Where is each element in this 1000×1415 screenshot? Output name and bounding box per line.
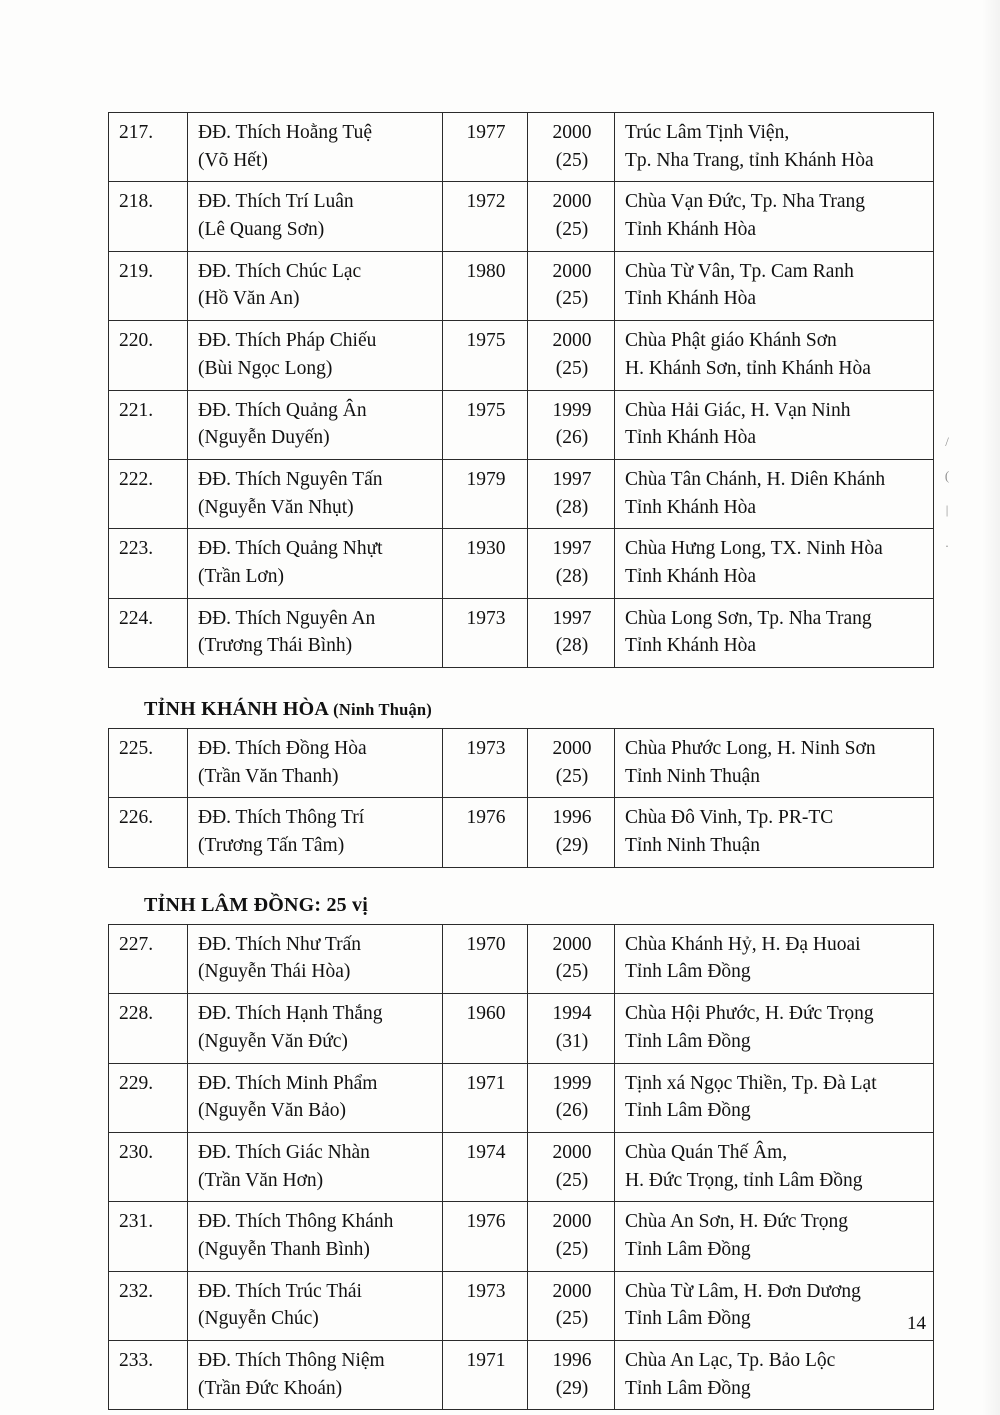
margin-annotation-marks <box>932 425 962 560</box>
monk-secular-name: (Nguyễn Văn Đức) <box>198 1030 348 1052</box>
monk-table-ninh-thuan <box>108 728 934 868</box>
ordination-age: (29) <box>555 1377 589 1399</box>
address-line-1: Trúc Lâm Tịnh Viện, <box>625 122 790 143</box>
section-heading-subtext: (Ninh Thuận) <box>333 700 432 719</box>
monk-dharma-name: ĐĐ. Thích Đồng Hòa <box>198 738 367 759</box>
monk-dharma-name: ĐĐ. Thích Thông Niệm <box>198 1350 385 1371</box>
table-row <box>109 798 934 867</box>
cell-address <box>615 994 934 1063</box>
row-number: 228. <box>119 1003 154 1025</box>
birth-year: 1960 <box>466 1003 506 1025</box>
ordination-age: (29) <box>555 835 589 857</box>
monk-dharma-name: ĐĐ. Thích Thông Khánh <box>198 1211 394 1233</box>
monk-dharma-name: ĐĐ. Thích Quảng Nhựt <box>198 538 383 560</box>
cell-name <box>188 321 443 390</box>
ordination-age: (26) <box>555 1100 589 1122</box>
cell-name <box>188 924 443 993</box>
cell-name <box>188 459 443 528</box>
address-line-1: Tịnh xá Ngọc Thiền, Tp. Đà Lạt <box>625 1072 877 1094</box>
monk-dharma-name: ĐĐ. Thích Quảng Ân <box>198 399 367 421</box>
address-line-2: Tỉnh Ninh Thuận <box>625 835 761 857</box>
cell-address <box>615 459 934 528</box>
address-line-1: Chùa Tân Chánh, H. Diên Khánh <box>625 468 886 490</box>
birth-year: 1975 <box>466 399 506 421</box>
monk-secular-name: (Nguyễn Duyến) <box>198 427 330 449</box>
row-number: 227. <box>119 933 154 955</box>
section-heading-khanh-hoa <box>144 698 928 721</box>
birth-year: 1975 <box>466 330 506 352</box>
row-number: 231. <box>119 1211 154 1233</box>
cell-number <box>109 390 188 459</box>
cell-address <box>615 1271 934 1340</box>
ordination-age: (25) <box>555 288 589 310</box>
ordination-year: 2000 <box>552 122 592 143</box>
monk-dharma-name: ĐĐ. Thích Chúc Lạc <box>198 260 362 282</box>
cell-ordination-year <box>528 390 615 459</box>
monk-dharma-name: ĐĐ. Thích Trí Luân <box>198 191 354 213</box>
monk-secular-name: (Trần Văn Hơn) <box>198 1169 324 1191</box>
cell-number <box>109 182 188 251</box>
ordination-year: 1994 <box>552 1003 592 1025</box>
address-line-2: H. Đức Trọng, tỉnh Lâm Đồng <box>625 1169 863 1191</box>
monk-table-khanh-hoa <box>108 112 934 668</box>
margin-mark: . <box>945 535 949 551</box>
cell-address <box>615 1063 934 1132</box>
row-number: 232. <box>119 1280 154 1302</box>
cell-address <box>615 321 934 390</box>
ordination-year: 2000 <box>552 260 592 282</box>
table-row <box>109 994 934 1063</box>
cell-ordination-year <box>528 1271 615 1340</box>
cell-name <box>188 251 443 320</box>
monk-secular-name: (Võ Hết) <box>198 149 268 171</box>
address-line-2: Tỉnh Lâm Đồng <box>625 961 751 983</box>
row-number: 221. <box>119 399 154 421</box>
cell-address <box>615 1132 934 1201</box>
birth-year: 1972 <box>466 191 506 213</box>
address-line-2: Tp. Nha Trang, tỉnh Khánh Hòa <box>625 149 874 171</box>
ordination-age: (25) <box>555 219 589 241</box>
monk-dharma-name: ĐĐ. Thích Hoằng Tuệ <box>198 122 373 143</box>
table-body <box>109 729 934 868</box>
cell-ordination-year <box>528 321 615 390</box>
address-line-2: Tỉnh Khánh Hòa <box>625 427 757 449</box>
monk-secular-name: (Trần Văn Thanh) <box>198 765 339 787</box>
monk-table-lam-dong <box>108 924 934 1411</box>
cell-name <box>188 113 443 182</box>
ordination-age: (25) <box>555 357 589 379</box>
cell-ordination-year <box>528 182 615 251</box>
cell-ordination-year <box>528 251 615 320</box>
ordination-year: 1999 <box>552 1072 592 1094</box>
cell-number <box>109 529 188 598</box>
cell-number <box>109 321 188 390</box>
table-row <box>109 598 934 667</box>
cell-address <box>615 798 934 867</box>
cell-birth-year <box>443 529 528 598</box>
row-number: 217. <box>119 122 154 143</box>
cell-address <box>615 924 934 993</box>
cell-number <box>109 924 188 993</box>
monk-dharma-name: ĐĐ. Thích Như Trấn <box>198 933 361 955</box>
address-line-1: Chùa An Sơn, H. Đức Trọng <box>625 1211 848 1233</box>
table-row <box>109 113 934 182</box>
monk-secular-name: (Nguyễn Thanh Bình) <box>198 1238 370 1260</box>
table-row <box>109 1271 934 1340</box>
address-line-2: Tỉnh Khánh Hòa <box>625 565 757 587</box>
cell-number <box>109 1271 188 1340</box>
cell-address <box>615 251 934 320</box>
table-row <box>109 1063 934 1132</box>
section-heading-text: TỈNH LÂM ĐỒNG: 25 vị <box>144 893 368 916</box>
cell-number <box>109 113 188 182</box>
cell-birth-year <box>443 113 528 182</box>
birth-year: 1971 <box>466 1350 506 1371</box>
cell-birth-year <box>443 924 528 993</box>
cell-birth-year <box>443 251 528 320</box>
monk-secular-name: (Trương Tấn Tâm) <box>198 835 345 857</box>
monk-secular-name: (Trần Đức Khoán) <box>198 1377 343 1399</box>
birth-year: 1980 <box>466 260 506 282</box>
birth-year: 1973 <box>466 738 506 759</box>
table-body <box>109 924 934 1410</box>
monk-dharma-name: ĐĐ. Thích Giác Nhàn <box>198 1141 370 1163</box>
address-line-1: Chùa Vạn Đức, Tp. Nha Trang <box>625 191 866 213</box>
monk-dharma-name: ĐĐ. Thích Thông Trí <box>198 807 365 829</box>
ordination-year: 1997 <box>552 468 592 490</box>
cell-address <box>615 113 934 182</box>
cell-name <box>188 598 443 667</box>
ordination-year: 2000 <box>552 933 592 955</box>
cell-name <box>188 1132 443 1201</box>
ordination-year: 2000 <box>552 1211 592 1233</box>
birth-year: 1970 <box>466 933 506 955</box>
address-line-1: Chùa Long Sơn, Tp. Nha Trang <box>625 607 872 629</box>
table-row <box>109 924 934 993</box>
cell-birth-year <box>443 798 528 867</box>
monk-dharma-name: ĐĐ. Thích Pháp Chiếu <box>198 330 377 352</box>
cell-ordination-year <box>528 1202 615 1271</box>
address-line-2: Tỉnh Lâm Đồng <box>625 1308 751 1330</box>
address-line-1: Chùa Hải Giác, H. Vạn Ninh <box>625 399 851 421</box>
cell-number <box>109 1202 188 1271</box>
ordination-age: (26) <box>555 427 589 449</box>
table-row <box>109 321 934 390</box>
monk-secular-name: (Lê Quang Sơn) <box>198 219 325 241</box>
section-heading-lam-dong <box>144 894 928 917</box>
monk-secular-name: (Bùi Ngọc Long) <box>198 357 333 379</box>
birth-year: 1973 <box>466 607 506 629</box>
row-number: 222. <box>119 468 154 490</box>
address-line-1: Chùa Từ Vân, Tp. Cam Ranh <box>625 260 854 282</box>
page-edge-shadow <box>982 0 1000 1415</box>
address-line-1: Chùa Hội Phước, H. Đức Trọng <box>625 1003 874 1025</box>
cell-birth-year <box>443 1271 528 1340</box>
ordination-year: 2000 <box>552 738 592 759</box>
table-row <box>109 529 934 598</box>
monk-dharma-name: ĐĐ. Thích Hạnh Thắng <box>198 1003 383 1025</box>
birth-year: 1976 <box>466 807 506 829</box>
cell-number <box>109 798 188 867</box>
cell-name <box>188 529 443 598</box>
monk-dharma-name: ĐĐ. Thích Nguyên Tấn <box>198 468 383 490</box>
address-line-2: Tỉnh Lâm Đồng <box>625 1377 751 1399</box>
table-row <box>109 459 934 528</box>
cell-ordination-year <box>528 113 615 182</box>
address-line-1: Chùa Khánh Hỷ, H. Đạ Huoai <box>625 933 861 955</box>
cell-name <box>188 1202 443 1271</box>
cell-ordination-year <box>528 598 615 667</box>
ordination-year: 1996 <box>552 1350 592 1371</box>
cell-number <box>109 729 188 798</box>
cell-ordination-year <box>528 924 615 993</box>
ordination-age: (25) <box>555 149 589 171</box>
cell-address <box>615 529 934 598</box>
address-line-2: Tỉnh Khánh Hòa <box>625 288 757 310</box>
monk-dharma-name: ĐĐ. Thích Nguyên An <box>198 607 376 629</box>
address-line-2: Tỉnh Khánh Hòa <box>625 635 757 657</box>
ordination-year: 2000 <box>552 191 592 213</box>
address-line-1: Chùa Phật giáo Khánh Sơn <box>625 330 837 352</box>
monk-secular-name: (Nguyễn Văn Nhụt) <box>198 496 354 518</box>
address-line-2: Tỉnh Khánh Hòa <box>625 496 757 518</box>
cell-address <box>615 182 934 251</box>
cell-birth-year <box>443 1063 528 1132</box>
margin-mark: / <box>945 434 949 449</box>
cell-ordination-year <box>528 1132 615 1201</box>
row-number: 224. <box>119 607 154 629</box>
birth-year: 1974 <box>466 1141 506 1163</box>
row-number: 225. <box>119 738 154 759</box>
table-row <box>109 390 934 459</box>
monk-secular-name: (Nguyễn Văn Bảo) <box>198 1100 347 1122</box>
cell-name <box>188 1271 443 1340</box>
cell-address <box>615 598 934 667</box>
monk-dharma-name: ĐĐ. Thích Minh Phẩm <box>198 1072 378 1094</box>
table-row <box>109 729 934 798</box>
monk-secular-name: (Trương Thái Bình) <box>198 635 353 657</box>
cell-address <box>615 1202 934 1271</box>
ordination-year: 2000 <box>552 1141 592 1163</box>
table-body <box>109 113 934 668</box>
table-row <box>109 182 934 251</box>
birth-year: 1977 <box>466 122 506 143</box>
address-line-1: Chùa An Lạc, Tp. Bảo Lộc <box>625 1350 836 1371</box>
address-line-2: H. Khánh Sơn, tỉnh Khánh Hòa <box>625 357 871 379</box>
ordination-year: 2000 <box>552 1280 592 1302</box>
monk-dharma-name: ĐĐ. Thích Trúc Thái <box>198 1280 362 1302</box>
row-number: 218. <box>119 191 154 213</box>
cell-name <box>188 390 443 459</box>
cell-name <box>188 182 443 251</box>
cell-number <box>109 1132 188 1201</box>
address-line-1: Chùa Từ Lâm, H. Đơn Dương <box>625 1280 861 1302</box>
margin-mark: | <box>945 501 949 517</box>
address-line-2: Tỉnh Lâm Đồng <box>625 1030 751 1052</box>
ordination-year: 1997 <box>552 538 592 560</box>
cell-address <box>615 390 934 459</box>
cell-name <box>188 1063 443 1132</box>
cell-name <box>188 798 443 867</box>
section-heading-text: TỈNH KHÁNH HÒA <box>144 698 328 720</box>
address-line-2: Tỉnh Khánh Hòa <box>625 219 757 241</box>
page-number: 14 <box>907 1313 926 1334</box>
address-line-2: Tỉnh Lâm Đồng <box>625 1238 751 1260</box>
table-row <box>109 1341 934 1410</box>
cell-address <box>615 1341 934 1410</box>
row-number: 220. <box>119 330 154 352</box>
ordination-year: 2000 <box>552 330 592 352</box>
cell-number <box>109 251 188 320</box>
cell-name <box>188 729 443 798</box>
cell-ordination-year <box>528 459 615 528</box>
cell-birth-year <box>443 598 528 667</box>
cell-ordination-year <box>528 994 615 1063</box>
document-content <box>108 112 928 1410</box>
ordination-age: (31) <box>555 1030 589 1052</box>
cell-name <box>188 1341 443 1410</box>
cell-birth-year <box>443 182 528 251</box>
cell-birth-year <box>443 1202 528 1271</box>
ordination-age: (28) <box>555 635 589 657</box>
ordination-year: 1996 <box>552 807 592 829</box>
cell-birth-year <box>443 321 528 390</box>
row-number: 226. <box>119 807 154 829</box>
cell-ordination-year <box>528 529 615 598</box>
monk-secular-name: (Nguyễn Chúc) <box>198 1308 319 1330</box>
cell-number <box>109 994 188 1063</box>
table-row <box>109 251 934 320</box>
birth-year: 1971 <box>466 1072 506 1094</box>
monk-secular-name: (Hồ Văn An) <box>198 288 300 310</box>
birth-year: 1979 <box>466 468 506 490</box>
address-line-1: Chùa Đô Vinh, Tp. PR-TC <box>625 807 834 829</box>
birth-year: 1930 <box>466 538 506 560</box>
row-number: 230. <box>119 1141 154 1163</box>
address-line-1: Chùa Phước Long, H. Ninh Sơn <box>625 738 876 759</box>
ordination-year: 1999 <box>552 399 592 421</box>
address-line-1: Chùa Hưng Long, TX. Ninh Hòa <box>625 538 883 560</box>
ordination-age: (25) <box>555 1169 589 1191</box>
row-number: 229. <box>119 1072 154 1094</box>
cell-number <box>109 459 188 528</box>
ordination-age: (25) <box>555 765 589 787</box>
monk-secular-name: (Trần Lơn) <box>198 565 284 587</box>
address-line-2: Tỉnh Lâm Đồng <box>625 1100 751 1122</box>
cell-birth-year <box>443 1341 528 1410</box>
row-number: 223. <box>119 538 154 560</box>
cell-birth-year <box>443 390 528 459</box>
ordination-year: 1997 <box>552 607 592 629</box>
cell-birth-year <box>443 1132 528 1201</box>
monk-secular-name: (Nguyễn Thái Hòa) <box>198 961 351 983</box>
address-line-1: Chùa Quán Thế Âm, <box>625 1141 788 1163</box>
cell-name <box>188 994 443 1063</box>
ordination-age: (28) <box>555 496 589 518</box>
cell-ordination-year <box>528 798 615 867</box>
cell-ordination-year <box>528 1341 615 1410</box>
ordination-age: (25) <box>555 1308 589 1330</box>
row-number: 219. <box>119 260 154 282</box>
cell-ordination-year <box>528 1063 615 1132</box>
table-row <box>109 1202 934 1271</box>
row-number: 233. <box>119 1350 154 1371</box>
cell-ordination-year <box>528 729 615 798</box>
cell-birth-year <box>443 459 528 528</box>
address-line-2: Tỉnh Ninh Thuận <box>625 765 761 787</box>
ordination-age: (25) <box>555 961 589 983</box>
cell-number <box>109 1341 188 1410</box>
cell-birth-year <box>443 729 528 798</box>
table-row <box>109 1132 934 1201</box>
cell-number <box>109 1063 188 1132</box>
cell-birth-year <box>443 994 528 1063</box>
birth-year: 1976 <box>466 1211 506 1233</box>
cell-number <box>109 598 188 667</box>
ordination-age: (28) <box>555 565 589 587</box>
margin-mark: ( <box>944 467 950 483</box>
birth-year: 1973 <box>466 1280 506 1302</box>
ordination-age: (25) <box>555 1238 589 1260</box>
cell-address <box>615 729 934 798</box>
